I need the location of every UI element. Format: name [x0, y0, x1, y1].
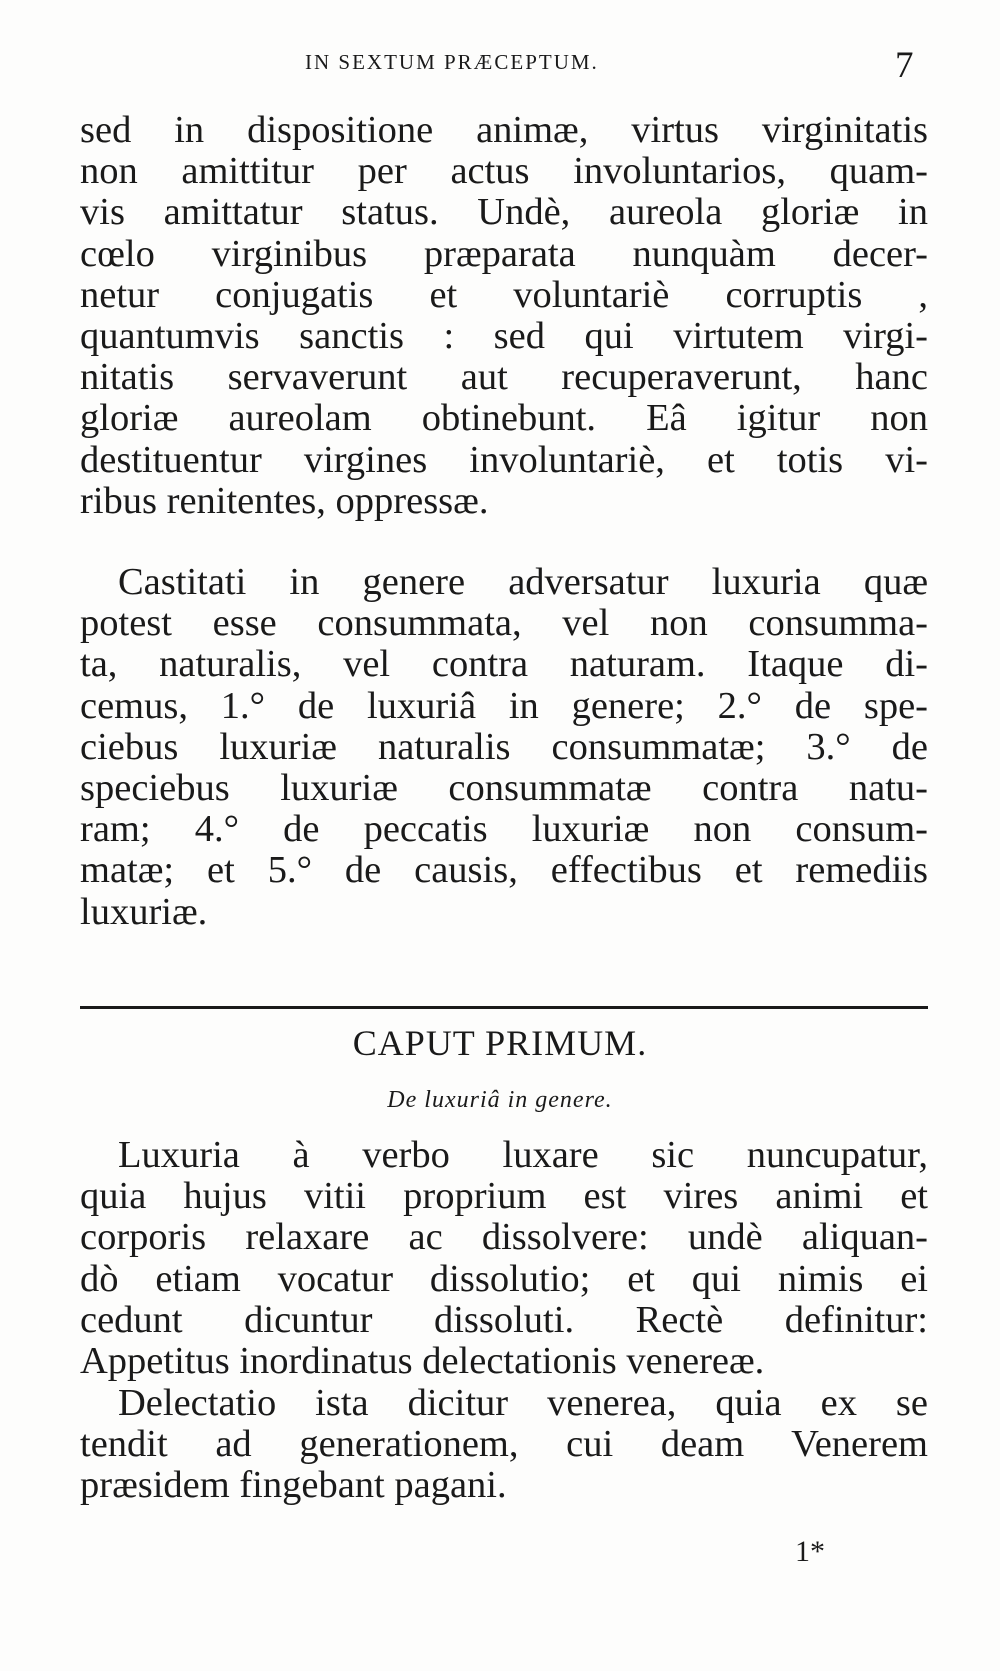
text-line: destituentur virgines involuntariè, et totis vi-	[80, 438, 928, 481]
running-head	[0, 44, 1000, 84]
text-line: cedunt dicuntur dissoluti. Rectè definitur:	[80, 1298, 928, 1341]
text-line: tendit ad generationem, cui deam Venerem	[80, 1423, 928, 1466]
paragraph-luxuria-definition	[80, 1135, 928, 1382]
text-line: ram; 4.° de peccatis luxuriæ non consum-	[80, 808, 928, 851]
text-line: quia hujus vitii proprium est vires animi et	[80, 1175, 928, 1218]
text-line: Delectatio ista dicitur venerea, quia ex se	[118, 1382, 928, 1424]
text-line: nitatis servaverunt aut recuperaverunt, hanc	[80, 356, 928, 399]
text-line: sed in dispositione animæ, virtus virginitatis	[80, 109, 928, 151]
paragraph-delectatio	[80, 1383, 928, 1507]
paragraph-castitas	[80, 562, 928, 933]
paragraph-virginity	[80, 110, 928, 522]
text-line: non amittitur per actus involuntarios, quam-	[80, 150, 928, 193]
page-number: 7	[895, 45, 914, 86]
chapter-title: CAPUT PRIMUM.	[352, 1023, 648, 1063]
text-line: speciebus luxuriæ consummatæ contra natu-	[80, 767, 928, 810]
text-line: luxuriæ.	[80, 890, 208, 933]
section-divider	[80, 1006, 928, 1009]
text-line: cemus, 1.° de luxuriâ in genere; 2.° de spe-	[80, 684, 928, 727]
signature-mark: 1*	[795, 1535, 825, 1568]
chapter-subtitle: De luxuriâ in genere.	[387, 1087, 613, 1113]
text-line: ciebus luxuriæ naturalis consummatæ; 3.° de	[80, 725, 928, 768]
running-title: IN SEXTUM PRÆCEPTUM.	[305, 50, 599, 74]
text-line: ribus renitentes, oppressæ.	[80, 479, 489, 522]
text-line: Castitati in genere adversatur luxuria quæ	[118, 561, 928, 603]
text-line: quantumvis sanctis : sed qui virtutem virgi-	[80, 315, 928, 358]
text-line: cœlo virginibus præparata nunquàm decer-	[80, 232, 928, 275]
text-line: corporis relaxare ac dissolvere: undè aliquan-	[80, 1216, 928, 1259]
text-line: gloriæ aureolam obtinebunt. Eâ igitur non	[80, 397, 928, 440]
text-line: Appetitus inordinatus delectationis venereæ.	[80, 1340, 765, 1383]
text-line: matæ; et 5.° de causis, effectibus et remediis	[80, 849, 928, 892]
text-line: vis amittatur status. Undè, aureola gloriæ in	[80, 191, 928, 234]
text-line: dò etiam vocatur dissolutio; et qui nimis ei	[80, 1257, 928, 1300]
text-line: netur conjugatis et voluntariè corruptis ,	[80, 273, 928, 316]
text-line: ta, naturalis, vel contra naturam. Itaque di-	[80, 643, 928, 686]
text-line: præsidem fingebant pagani.	[80, 1464, 507, 1507]
text-line: Luxuria à verbo luxare sic nuncupatur,	[118, 1134, 928, 1176]
text-line: potest esse consummata, vel non consumma-	[80, 602, 928, 645]
